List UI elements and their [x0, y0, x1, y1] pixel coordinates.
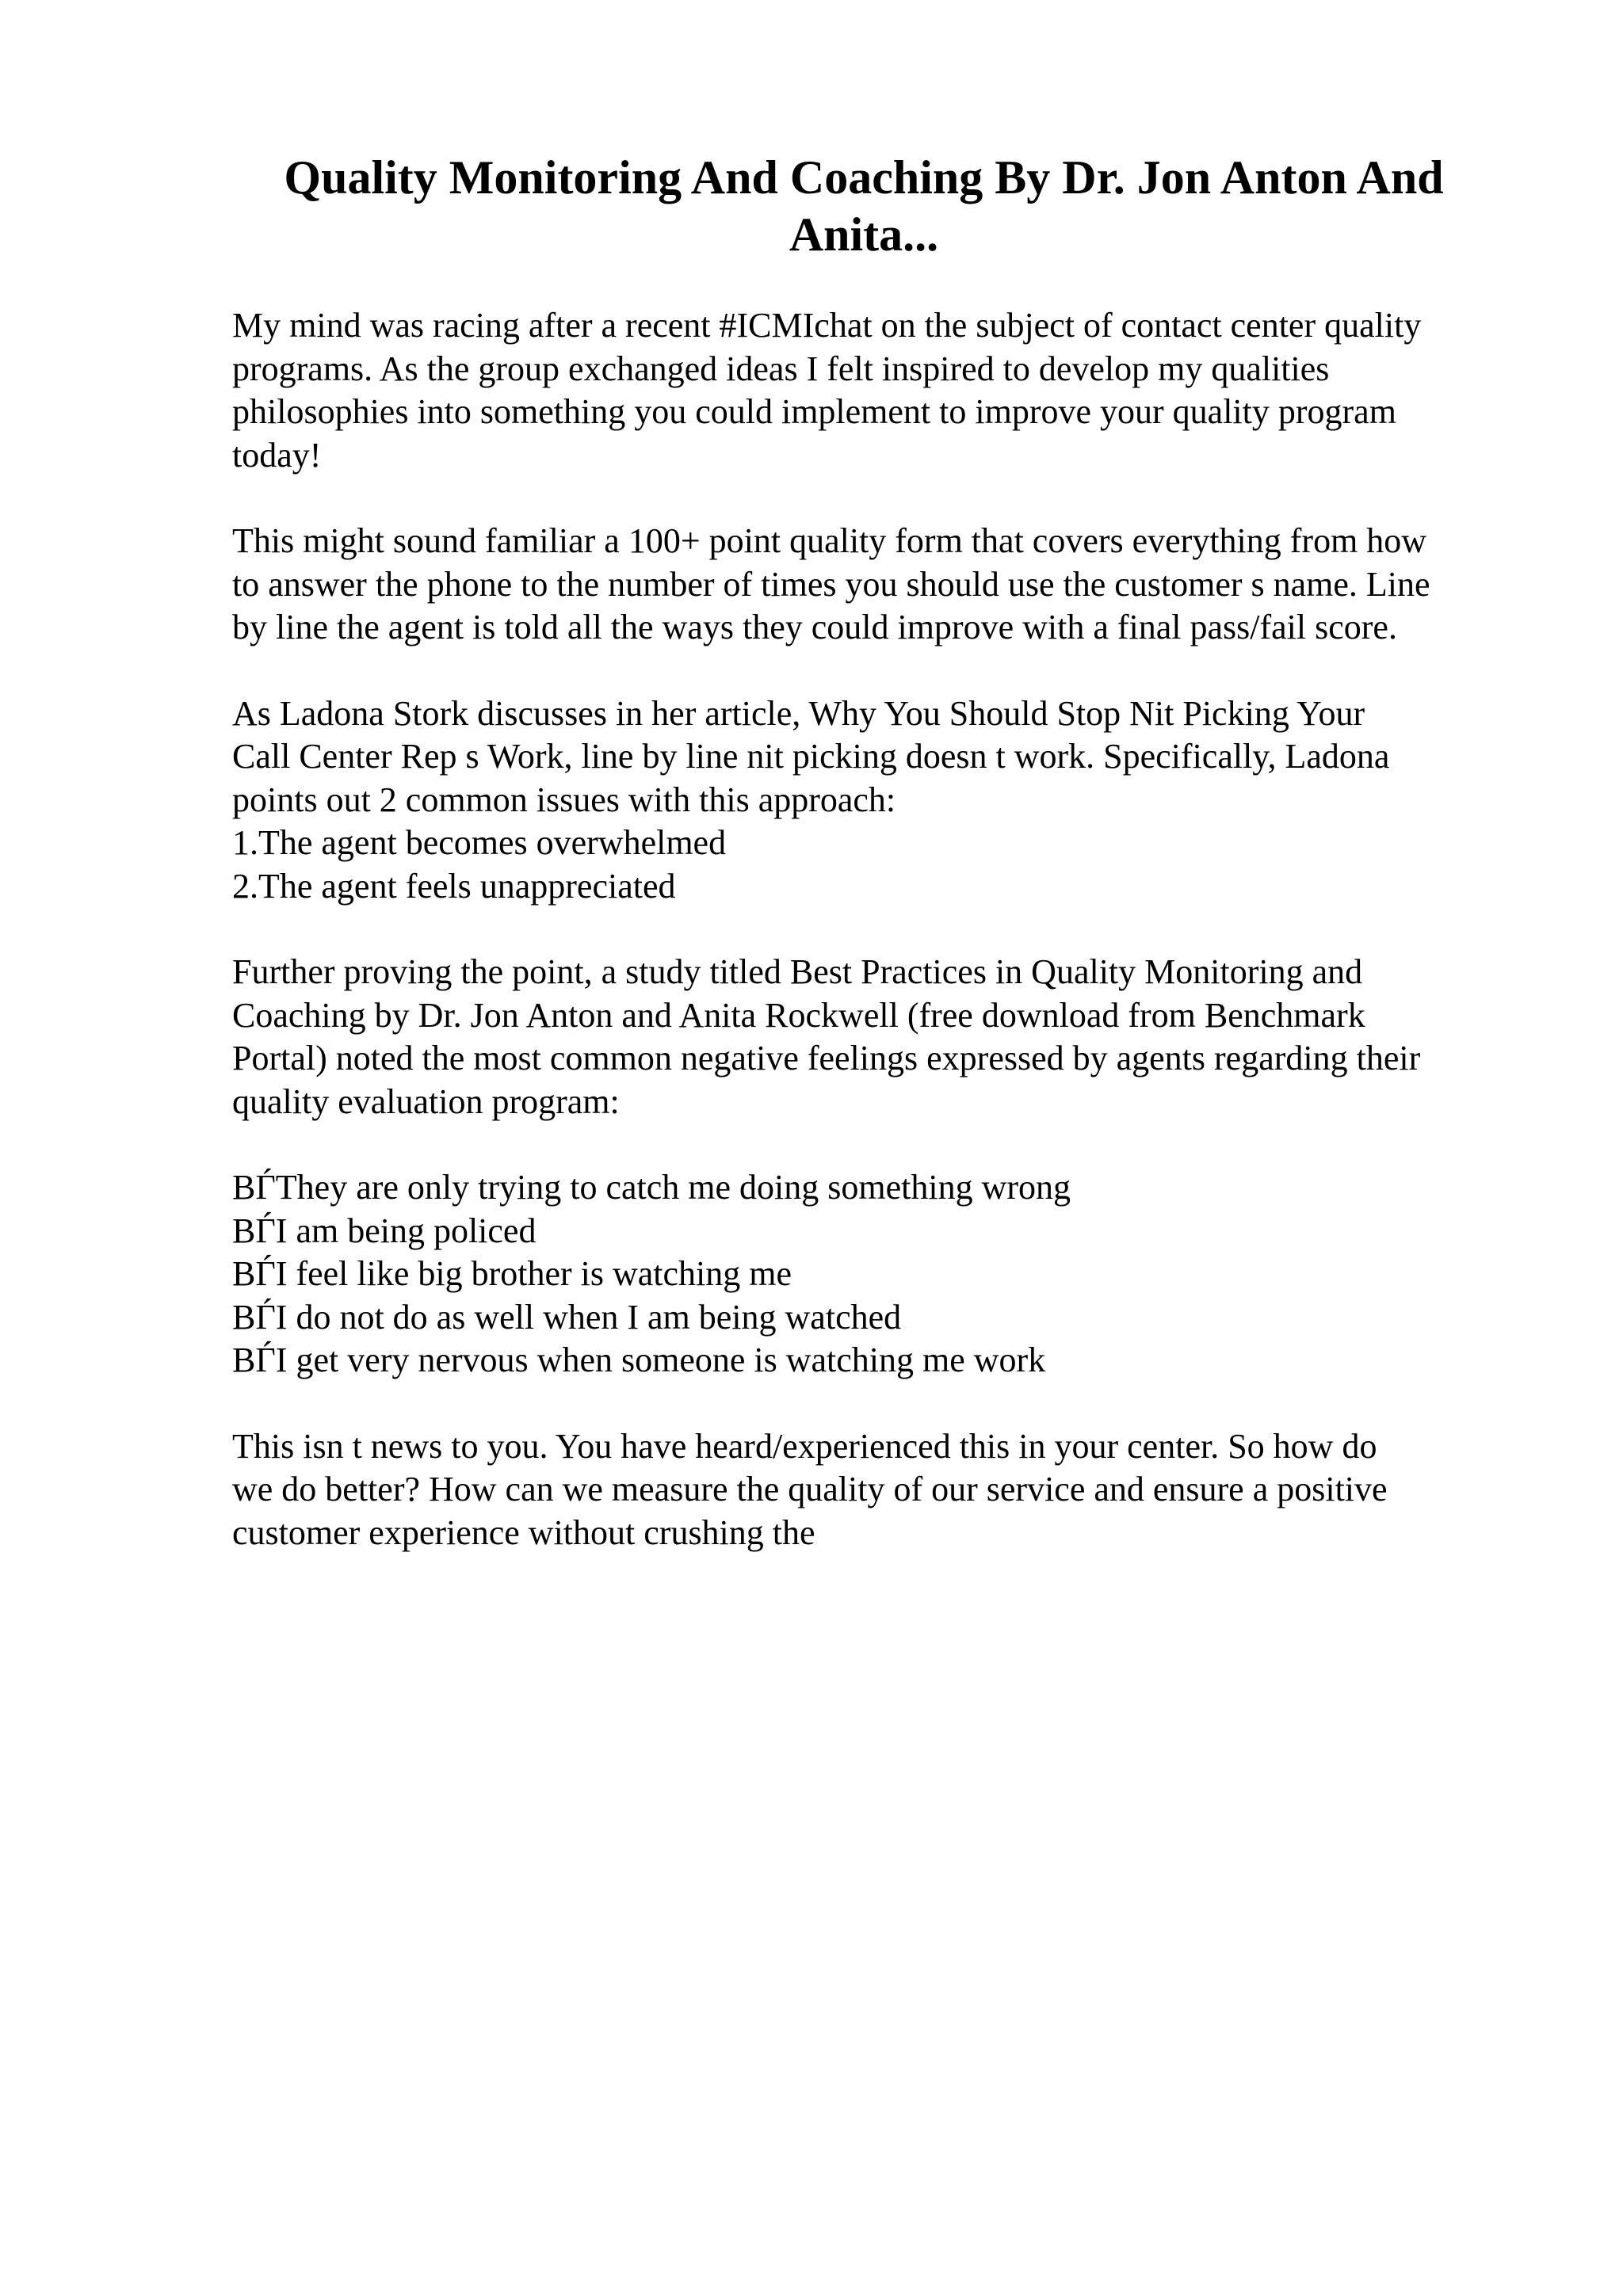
paragraph: [232, 1425, 1516, 1555]
text-line: we do better? How can we measure the quality of our service and ensure a positive: [232, 1470, 1388, 1508]
text-line: to answer the phone to the number of times you should use the customer s name. Line: [232, 564, 1430, 604]
text-line: quality evaluation program:: [232, 1081, 620, 1121]
bullet-list: [232, 1166, 1516, 1383]
document-body: [232, 304, 1516, 1597]
list-item: 1.The agent becomes overwhelmed: [232, 823, 727, 862]
text-line: Coaching by Dr. Jon Anton and Anita Rockwell (free download from Benchmark: [232, 995, 1365, 1035]
list-item: BЃI get very nervous when someone is watching me work: [232, 1341, 1046, 1379]
paragraph: [232, 520, 1516, 650]
text-line: philosophies into something you could implement to improve your quality program: [232, 392, 1396, 431]
text-line: This might sound familiar a 100+ point quality form that covers everything from how: [232, 521, 1427, 560]
list-item: BЃThey are only trying to catch me doing something wrong: [232, 1168, 1071, 1207]
list-item: BЃI feel like big brother is watching me: [232, 1254, 792, 1293]
text-line: Call Center Rep s Work, line by line nit picking doesn t work. Specifically, Ladona: [232, 737, 1390, 776]
paragraph: [232, 304, 1516, 477]
text-line: by line the agent is told all the ways they could improve with a final pass/fail score.: [232, 608, 1397, 646]
text-line: points out 2 common issues with this approach:: [232, 780, 896, 819]
text-line: today!: [232, 435, 322, 475]
text-line: Portal) noted the most common negative feelings expressed by agents regarding their: [232, 1039, 1421, 1077]
paragraph: [232, 692, 1516, 909]
text-line: This isn t news to you. You have heard/experienced this in your center. So how do: [232, 1426, 1377, 1466]
list-item: BЃI am being policed: [232, 1211, 537, 1250]
title-line: Anita...: [789, 208, 939, 261]
title-line: Quality Monitoring And Coaching By Dr. Jon Anton And: [284, 151, 1444, 204]
paragraph: [232, 951, 1516, 1123]
text-line: Further proving the point, a study titled Best Practices in Quality Monitoring and: [232, 952, 1363, 991]
text-line: programs. As the group exchanged ideas I felt inspired to develop my qualities: [232, 349, 1330, 388]
list-item: 2.The agent feels unappreciated: [232, 866, 676, 906]
list-item: BЃI do not do as well when I am being watched: [232, 1297, 902, 1337]
document-title: [230, 149, 1498, 263]
text-line: My mind was racing after a recent #ICMIchat on the subject of contact center quality: [232, 306, 1422, 345]
text-line: As Ladona Stork discusses in her article, Why You Should Stop Nit Picking Your: [232, 693, 1365, 733]
text-line: customer experience without crushing the: [232, 1512, 815, 1552]
